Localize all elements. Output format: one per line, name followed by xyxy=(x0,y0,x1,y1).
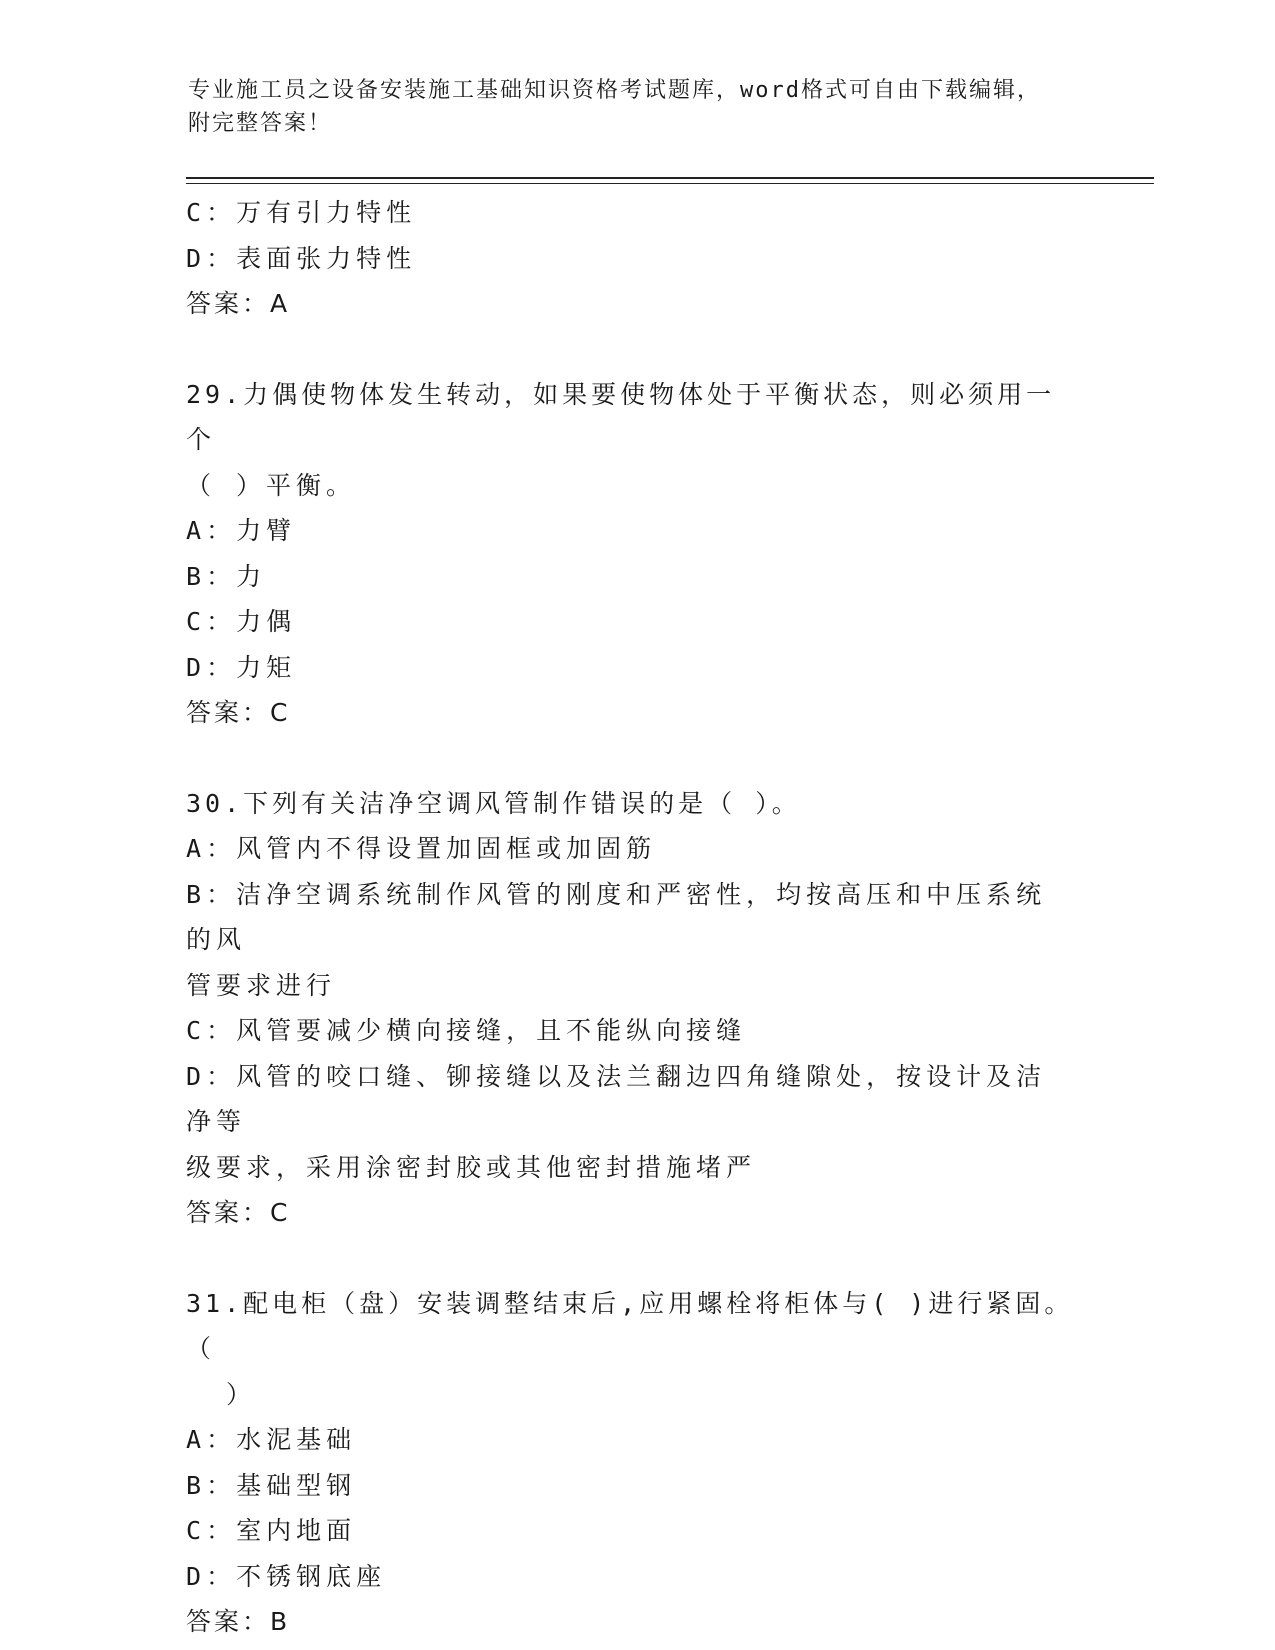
header-divider-thin xyxy=(186,183,1154,184)
document-body xyxy=(186,190,1076,1645)
option-b-continued: 管要求进行 xyxy=(186,970,337,1000)
option-d-continued: 级要求，采用涂密封胶或其他密封措施堵严 xyxy=(186,1152,757,1182)
option-b: B：基础型钢 xyxy=(186,1470,357,1500)
answer-line: 答案：C xyxy=(186,1198,291,1227)
question-stem-continued: ） xyxy=(226,1379,257,1409)
option-c: C：力偶 xyxy=(186,607,297,636)
carry-over-question xyxy=(186,190,1076,327)
header-line-1: 专业施工员之设备安装施工基础知识资格考试题库，word格式可自由下载编辑， xyxy=(188,78,1041,103)
option-c: C：万有引力特性 xyxy=(186,198,417,227)
question-31 xyxy=(186,1281,1076,1645)
question-stem: 29.力偶使物体发生转动，如果要使物体处于平衡状态，则必须用一个 xyxy=(186,379,1056,454)
spacer xyxy=(186,327,1076,372)
question-stem: 31.配电柜（盘）安装调整结束后,应用螺栓将柜体与( )进行紧固。（ xyxy=(186,1288,1074,1363)
question-30 xyxy=(186,781,1076,1236)
option-d: D：风管的咬口缝、铆接缝以及法兰翻边四角缝隙处，按设计及洁净等 xyxy=(186,1061,1047,1136)
option-d: D：表面张力特性 xyxy=(186,243,417,273)
option-c: C：室内地面 xyxy=(186,1516,357,1545)
spacer xyxy=(186,1236,1076,1281)
option-d: D：力矩 xyxy=(186,652,297,682)
answer-line: 答案：B xyxy=(186,1607,291,1636)
header-divider-thick xyxy=(186,177,1154,179)
option-a: A：风管内不得设置加固框或加固筋 xyxy=(186,834,657,863)
answer-line: 答案：C xyxy=(186,698,291,727)
option-d: D：不锈钢底座 xyxy=(186,1561,387,1591)
question-29 xyxy=(186,372,1076,736)
question-stem: 30.下列有关洁净空调风管制作错误的是（ ）。 xyxy=(186,788,801,818)
header-line-2: 附完整答案！ xyxy=(188,111,333,136)
option-b: B：洁净空调系统制作风管的刚度和严密性，均按高压和中压系统的风 xyxy=(186,879,1047,954)
answer-line: 答案：A xyxy=(186,289,291,318)
option-a: A：水泥基础 xyxy=(186,1425,357,1454)
question-stem-continued: （ ）平衡。 xyxy=(186,470,357,500)
spacer xyxy=(186,736,1076,781)
option-a: A：力臂 xyxy=(186,516,297,545)
document-header xyxy=(188,74,1068,140)
option-b: B：力 xyxy=(186,561,267,591)
option-c: C：风管要减少横向接缝，且不能纵向接缝 xyxy=(186,1016,747,1045)
